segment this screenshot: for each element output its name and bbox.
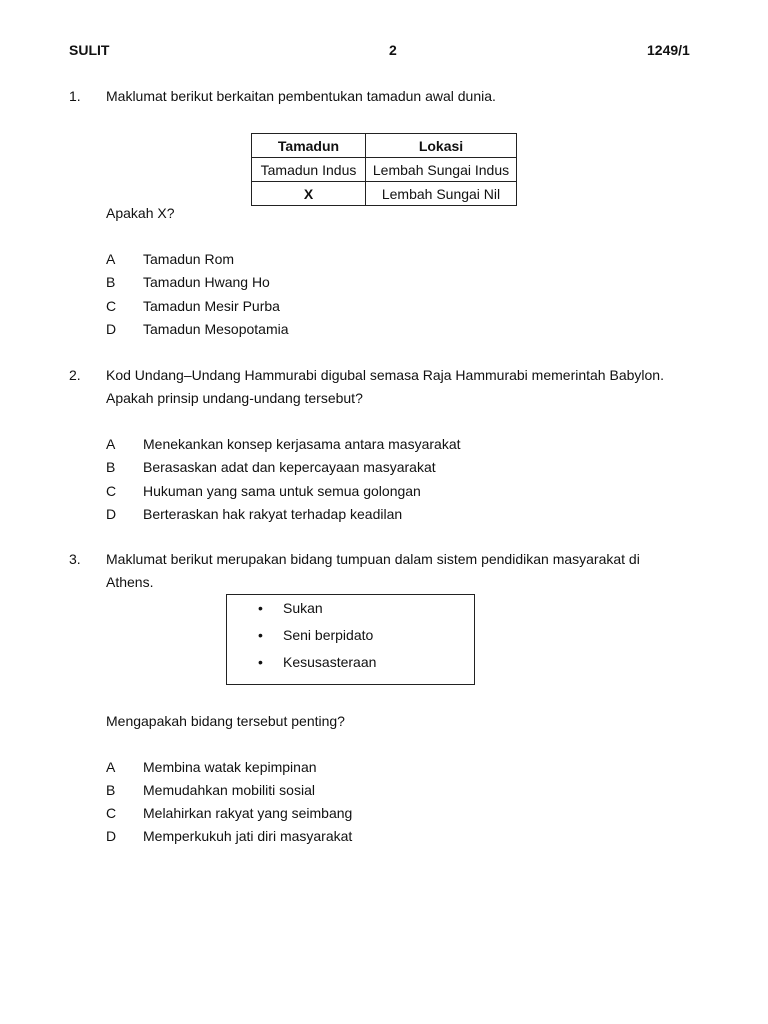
q2-option-b-letter: B <box>106 459 116 475</box>
q3-option-c-text: Melahirkan rakyat yang seimbang <box>143 805 353 821</box>
q1-option-c-text: Tamadun Mesir Purba <box>143 298 280 314</box>
table-header-lokasi: Lokasi <box>366 134 517 158</box>
question-2-number: 2. <box>69 367 81 383</box>
list-item: Sukan <box>283 600 323 616</box>
question-2-stem-line-2: Apakah prinsip undang-undang tersebut? <box>106 390 363 406</box>
q3-option-b-letter: B <box>106 782 116 798</box>
q3-option-c-letter: C <box>106 805 117 821</box>
q1-option-d-letter: D <box>106 321 117 337</box>
question-1-stem: Maklumat berikut berkaitan pembentukan tamadun awal dunia. <box>106 88 496 104</box>
header-classification: SULIT <box>69 42 110 58</box>
question-3-stem-line-2: Athens. <box>106 574 154 590</box>
question-3-prompt: Mengapakah bidang tersebut penting? <box>106 713 345 729</box>
q1-option-a-text: Tamadun Rom <box>143 251 235 267</box>
table-cell: Lembah Sungai Indus <box>366 158 517 182</box>
bullet-icon: • <box>258 654 263 670</box>
paper-code: 1249/1 <box>647 42 690 58</box>
q1-option-c-letter: C <box>106 298 117 314</box>
q3-option-a-letter: A <box>106 759 116 775</box>
q2-option-d-letter: D <box>106 506 117 522</box>
page-number: 2 <box>389 42 397 58</box>
table-cell: Tamadun Indus <box>252 158 366 182</box>
q1-option-b-text: Tamadun Hwang Ho <box>143 274 270 290</box>
list-item: Seni berpidato <box>283 627 374 643</box>
q2-option-d-text: Berteraskan hak rakyat terhadap keadilan <box>143 506 403 522</box>
q2-option-a-letter: A <box>106 436 116 452</box>
q3-option-b-text: Memudahkan mobiliti sosial <box>143 782 315 798</box>
question-1-table <box>251 133 517 206</box>
q3-option-a-text: Membina watak kepimpinan <box>143 759 317 775</box>
question-1-number: 1. <box>69 88 81 104</box>
question-3-number: 3. <box>69 551 81 567</box>
q2-option-c-letter: C <box>106 483 117 499</box>
q1-option-d-text: Tamadun Mesopotamia <box>143 321 289 337</box>
question-3-stem-line-1: Maklumat berikut merupakan bidang tumpuan dalam sistem pendidikan masyarakat di <box>106 551 640 567</box>
q2-option-c-text: Hukuman yang sama untuk semua golongan <box>143 483 421 499</box>
bullet-icon: • <box>258 600 263 616</box>
q1-option-b-letter: B <box>106 274 116 290</box>
bullet-icon: • <box>258 627 263 643</box>
table-cell: Lembah Sungai Nil <box>366 182 517 206</box>
question-3-info-box <box>226 594 475 685</box>
table-header-tamadun: Tamadun <box>252 134 366 158</box>
question-2-stem-line-1: Kod Undang–Undang Hammurabi digubal semasa Raja Hammurabi memerintah Babylon. <box>106 367 664 383</box>
table-row <box>252 182 517 206</box>
table-row <box>252 158 517 182</box>
list-item: Kesusasteraan <box>283 654 377 670</box>
q3-option-d-letter: D <box>106 828 117 844</box>
question-1-prompt: Apakah X? <box>106 205 175 221</box>
q2-option-b-text: Berasaskan adat dan kepercayaan masyarakat <box>143 459 436 475</box>
table-header-row <box>252 134 517 158</box>
q3-option-d-text: Memperkukuh jati diri masyarakat <box>143 828 353 844</box>
table-cell: X <box>252 182 366 206</box>
q2-option-a-text: Menekankan konsep kerjasama antara masyarakat <box>143 436 461 452</box>
q1-option-a-letter: A <box>106 251 116 267</box>
